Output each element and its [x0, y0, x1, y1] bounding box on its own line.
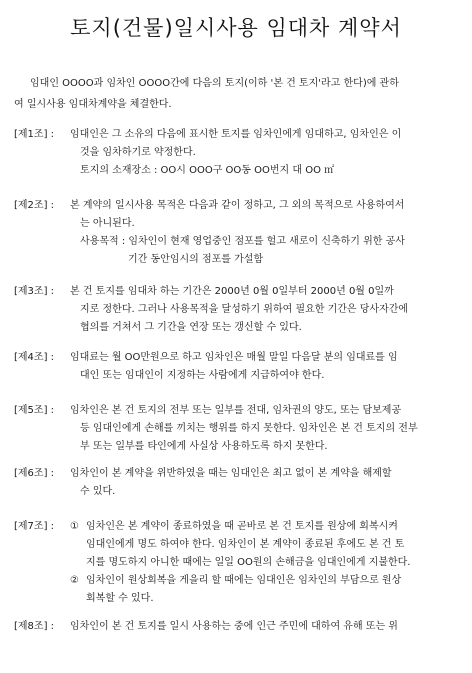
- intro-line-2: 여 일시사용 임대차계약을 체결한다.: [14, 99, 172, 110]
- article-label: [제3조] :: [14, 286, 55, 297]
- list-item: [70, 572, 460, 590]
- article-label: [제1조] :: [14, 129, 55, 140]
- article-label: [제4조] :: [14, 352, 55, 363]
- article-text: 임대인은 그 소유의 다음에 표시한 토지를 임차인에게 임대하고, 임차인은 이: [70, 129, 402, 140]
- article-text: 회복할 수 있다.: [86, 593, 154, 604]
- intro-paragraph: [14, 73, 454, 115]
- article-text: 임차인이 본 계약을 위반하였을 때는 임대인은 최고 없이 본 계약을 해제할: [70, 468, 392, 479]
- article-text: 등 임대인에게 손해를 끼치는 행위를 하지 못한다. 임차인은 본 건 토지의 전부: [80, 423, 418, 434]
- article-text: 임차인이 본 건 토지를 일시 사용하는 중에 인근 주민에 대하여 유해 또는 위: [70, 621, 398, 632]
- article-text: 는 아니된다.: [80, 218, 135, 229]
- article-label: [제6조] :: [14, 468, 55, 479]
- item-number: ②: [70, 575, 79, 586]
- page-title: 토지(건물)일시사용 임대차 계약서: [70, 16, 402, 40]
- article-text: 부 또는 일부를 타인에게 사실상 사용하도록 하지 못한다.: [80, 441, 328, 452]
- article-text: 본 건 토지를 임대차 하는 기간은 2000년 0월 0일부터 2000년 0월 0일까: [70, 286, 394, 297]
- article-text: 수 있다.: [80, 486, 116, 497]
- article-text: 사용목적 : 임차인이 현재 영업중인 점포를 헐고 새로이 신축하기 위한 공사: [80, 236, 405, 247]
- item-number: ①: [70, 521, 79, 532]
- article-label: [제7조] :: [14, 521, 55, 532]
- article-text: 것을 임차하기로 약정한다.: [80, 147, 196, 158]
- article-text: 대인 또는 임대인이 지정하는 사람에게 지급하여야 한다.: [80, 370, 325, 381]
- article-text: 협의를 거쳐서 그 기간을 연장 또는 갱신할 수 있다.: [80, 322, 302, 333]
- article-label: [제5조] :: [14, 405, 55, 416]
- article-text: 지를 명도하지 아니한 때에는 일일 OO원의 손해금을 임대인에게 지불한다.: [86, 557, 411, 568]
- article-text: 임차인이 원상회복을 게을리 할 때에는 임대인은 임차인의 부담으로 원상: [86, 575, 402, 586]
- article-label: [제8조] :: [14, 621, 55, 632]
- article-text: 토지의 소재장소 : OO시 OOO구 OO동 OO번지 대 OO ㎡: [80, 165, 335, 176]
- article-text: 기간 동안임시의 점포를 가설함: [128, 254, 264, 265]
- article-text: 임대인에게 명도 하여야 한다. 임차인이 본 계약이 종료된 후에도 본 건 토: [86, 539, 405, 550]
- article-text: 지로 정한다. 그러나 사용목적을 달성하기 위하여 필요한 기간은 당사자간에: [80, 304, 409, 315]
- article-text: 임차인은 본 건 토지의 전부 또는 일부를 전대, 임차권의 양도, 또는 담보제공: [70, 405, 402, 416]
- article-text: 본 계약의 일시사용 목적은 다음과 같이 정하고, 그 외의 목적으로 사용하여서: [70, 200, 405, 211]
- list-item: [70, 518, 460, 536]
- article-text: 임차인은 본 계약이 종료하였을 때 곧바로 본 건 토지를 원상에 회복시켜: [86, 521, 398, 532]
- intro-line-1: 임대인 OOOO과 임차인 OOOO간에 다음의 토지(이하 '본 건 토지'라고 한다)에 관하: [30, 78, 399, 89]
- article-label: [제2조] :: [14, 200, 55, 211]
- article-text: 임대료는 월 OO만원으로 하고 임차인은 매월 말일 다음달 분의 임대료를 임: [70, 352, 398, 363]
